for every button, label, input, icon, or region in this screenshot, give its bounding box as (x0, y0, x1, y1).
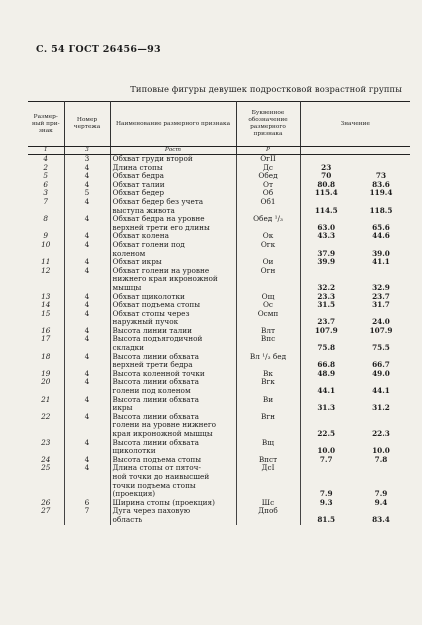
col-header-symbol: Буквенное обозначение размерного признака (236, 102, 300, 147)
value-2: 119.4 (369, 188, 393, 198)
feature-name-line: икры (112, 403, 133, 413)
feature-number: 3 (28, 189, 64, 198)
feature-number: 22 (28, 413, 64, 439)
feature-symbol: Вгк (236, 378, 300, 395)
feature-number: 4 (28, 155, 64, 164)
drawing-number: 4 (64, 413, 110, 439)
value-2: 66.7 (372, 360, 390, 370)
feature-symbol: Вк (236, 370, 300, 379)
drawing-number: 3 (64, 155, 110, 164)
feature-name (110, 198, 236, 215)
feature-name-line: Ширина стопы (проекция) (112, 497, 215, 507)
feature-number: 26 (28, 499, 64, 508)
value-2: 83.4 (372, 514, 390, 524)
feature-name (110, 396, 236, 413)
col-header-value: Значение (300, 102, 410, 147)
num-cell: Рост (110, 147, 236, 155)
measurements-table (28, 101, 410, 525)
feature-number: 7 (28, 198, 64, 215)
table-row (28, 198, 410, 215)
value-1: 48.9 (317, 368, 336, 378)
num-cell: 3 (64, 147, 110, 155)
value-2: 9.4 (374, 497, 388, 507)
feature-name-line: Высота линии обхвата (112, 411, 200, 421)
table-row (28, 335, 410, 352)
feature-name-line: верхней трети его длины (112, 222, 210, 232)
feature-symbol: ОгII (236, 155, 300, 164)
value-1: 23.3 (317, 291, 336, 301)
table-row (28, 507, 410, 524)
feature-name-line: точки подъема стопы (112, 480, 196, 490)
drawing-number: 4 (64, 241, 110, 258)
feature-number: 25 (28, 464, 64, 498)
feature-name-line: Обхват бедер без учета (112, 196, 204, 206)
feature-name-line: область (112, 514, 143, 524)
drawing-number: 4 (64, 293, 110, 302)
table-row (28, 241, 410, 258)
feature-number: 12 (28, 267, 64, 293)
feature-symbol: Ок (236, 232, 300, 241)
value-2: 44.6 (372, 231, 390, 241)
num-cell: 1 (28, 147, 64, 155)
value-2: 44.1 (372, 386, 390, 396)
feature-number: 14 (28, 301, 64, 310)
feature-number: 24 (28, 456, 64, 465)
feature-number: 21 (28, 396, 64, 413)
value-1: 43.3 (317, 231, 336, 241)
feature-name-line: мышцы (112, 282, 142, 292)
col-header-name: Наименование размерного признака (110, 102, 236, 147)
value-2: 118.5 (369, 205, 393, 215)
drawing-number: 5 (64, 189, 110, 198)
feature-symbol: Об1 (236, 198, 300, 215)
value-1: 66.8 (317, 360, 336, 370)
drawing-number: 4 (64, 370, 110, 379)
drawing-number: 7 (64, 507, 110, 524)
table-header-row (28, 102, 410, 147)
feature-name-line: Высота линии обхвата (112, 377, 200, 387)
feature-name-line: верхней трети бедра (112, 360, 193, 370)
table-row (28, 413, 410, 439)
value-1: 80.8 (317, 179, 336, 189)
col-header-drawing: Номер чертежа (64, 102, 110, 147)
value-1: 7.7 (319, 454, 333, 464)
feature-name-line: Обхват груди второй (112, 154, 193, 163)
feature-number: 6 (28, 181, 64, 190)
drawing-number: 4 (64, 378, 110, 395)
feature-symbol: Огн (236, 267, 300, 293)
feature-name (110, 310, 236, 327)
feature-number: 17 (28, 335, 64, 352)
feature-name-line: Обхват бедра на уровне (112, 214, 205, 224)
table-row (28, 396, 410, 413)
feature-symbol: Ви (236, 396, 300, 413)
drawing-number: 4 (64, 310, 110, 327)
feature-number: 23 (28, 439, 64, 456)
value-1: 114.5 (314, 205, 338, 215)
table-row (28, 439, 410, 456)
feature-name-line: голени под коленом (112, 386, 191, 396)
table-row (28, 310, 410, 327)
feature-number: 9 (28, 232, 64, 241)
feature-number: 2 (28, 164, 64, 173)
feature-number: 5 (28, 172, 64, 181)
drawing-number: 4 (64, 267, 110, 293)
value-1: 63.0 (317, 222, 336, 232)
feature-symbol: Обед ¹/₃ (236, 215, 300, 232)
value-2: 41.1 (372, 257, 390, 267)
drawing-number: 4 (64, 258, 110, 267)
value-1: 81.5 (317, 514, 336, 524)
value-1: 107.9 (314, 325, 338, 335)
value-2: 75.5 (372, 343, 390, 353)
feature-name-line: коленом (112, 248, 146, 258)
value-1: 70 (321, 171, 332, 181)
feature-name-line: Обхват икры (112, 257, 162, 267)
feature-symbol: Осмп (236, 310, 300, 327)
table-row (28, 464, 410, 498)
value-2: 10.0 (372, 446, 390, 456)
feature-number: 27 (28, 507, 64, 524)
feature-name (110, 413, 236, 439)
value-1: 32.2 (317, 282, 336, 292)
feature-number: 8 (28, 215, 64, 232)
feature-name-line: Высота подъягодичной (112, 334, 203, 344)
feature-name (110, 267, 236, 293)
feature-number: 10 (28, 241, 64, 258)
feature-number: 16 (28, 327, 64, 336)
feature-symbol: Огк (236, 241, 300, 258)
table-title: Типовые фигуры девушек подростковой возрастной группы (130, 84, 402, 94)
table-row (28, 267, 410, 293)
feature-symbol: Вгн (236, 413, 300, 439)
drawing-number: 4 (64, 439, 110, 456)
feature-name-line: складки (112, 343, 145, 353)
value-1: 31.3 (317, 403, 336, 413)
feature-number: 11 (28, 258, 64, 267)
value-2: 83.6 (372, 179, 390, 189)
feature-name-line: Высота линии обхвата (112, 351, 200, 361)
feature-name-line: наружный пучок (112, 317, 179, 327)
drawing-number: 4 (64, 172, 110, 181)
feature-symbol: Ос (236, 301, 300, 310)
feature-symbol: Впс (236, 335, 300, 352)
feature-name-line: Обхват бедер (112, 188, 164, 198)
feature-symbol: Дс (236, 164, 300, 173)
feature-number: 19 (28, 370, 64, 379)
feature-symbol: Вщ (236, 439, 300, 456)
feature-name-line: нижнего края икроножной (112, 274, 218, 284)
value-1: 37.9 (317, 248, 336, 258)
feature-name-line: Обхват голени на уровне (112, 265, 210, 275)
feature-symbol: Об (236, 189, 300, 198)
value-2: 32.9 (372, 282, 390, 292)
feature-symbol: ДсI (236, 464, 300, 498)
drawing-number: 4 (64, 215, 110, 232)
feature-name (110, 464, 236, 498)
value-2: 39.0 (372, 248, 390, 258)
feature-name-line: Обхват бедра (112, 171, 165, 181)
drawing-number: 4 (64, 353, 110, 370)
value-1: 9.3 (319, 497, 333, 507)
feature-name (110, 241, 236, 258)
feature-name (110, 378, 236, 395)
feature-name-line: Обхват щиколотки (112, 291, 185, 301)
num-cell (300, 147, 410, 155)
drawing-number: 4 (64, 327, 110, 336)
feature-name-line: выступа живота (112, 205, 175, 215)
table-row (28, 378, 410, 395)
feature-name (110, 335, 236, 352)
drawing-number: 4 (64, 456, 110, 465)
feature-symbol: Вл ¹/₃ бед (236, 353, 300, 370)
value-2 (352, 155, 410, 164)
drawing-number: 4 (64, 198, 110, 215)
feature-name-line: Обхват колена (112, 231, 169, 241)
feature-symbol: Обед (236, 172, 300, 181)
value-1: 23 (321, 162, 332, 172)
feature-number: 13 (28, 293, 64, 302)
feature-name-line: Высота коленной точки (112, 368, 205, 378)
feature-name-line: Высота подъема стопы (112, 454, 202, 464)
value-2: 22.3 (372, 429, 390, 438)
value-1: 22.5 (317, 429, 336, 438)
feature-name-line: Длина стопы (112, 162, 163, 172)
feature-name (110, 507, 236, 524)
feature-name-line: Дуга через паховую (112, 506, 191, 516)
feature-name-line: ной точки до наивысшей (112, 471, 210, 481)
drawing-number: 6 (64, 499, 110, 508)
feature-name-line: Обхват голени под (112, 239, 185, 249)
value-1: 115.4 (314, 188, 338, 198)
value-2: 31.2 (372, 403, 390, 413)
drawing-number: 4 (64, 396, 110, 413)
feature-name-line: Длина стопы от пяточ- (112, 463, 201, 473)
feature-number: 20 (28, 378, 64, 395)
feature-name-line: голени на уровне нижнего (112, 420, 217, 430)
value-2: 23.7 (372, 291, 390, 301)
feature-number: 15 (28, 310, 64, 327)
value-1: 31.5 (317, 300, 336, 310)
value-2: 24.0 (372, 317, 390, 327)
value-2: 7.9 (374, 489, 388, 499)
drawing-number: 4 (64, 232, 110, 241)
drawing-number: 4 (64, 301, 110, 310)
drawing-number: 4 (64, 181, 110, 190)
value-2: 31.7 (372, 300, 390, 310)
drawing-number: 4 (64, 164, 110, 173)
feature-name-line: Обхват талии (112, 179, 165, 189)
feature-symbol: Ои (236, 258, 300, 267)
value-2: 65.6 (372, 222, 390, 232)
feature-name-line: Высота линии талии (112, 325, 193, 335)
feature-name-line: Обхват подъема стопы (112, 300, 201, 310)
feature-name (110, 439, 236, 456)
feature-name-line: (проекция) (112, 489, 156, 499)
feature-symbol: Дпоб (236, 507, 300, 524)
feature-name-line: Высота линии обхвата (112, 437, 200, 447)
feature-symbol: Влт (236, 327, 300, 336)
feature-name (110, 215, 236, 232)
value-1: 44.1 (317, 386, 336, 396)
feature-name (110, 353, 236, 370)
value-2: 7.8 (374, 454, 388, 464)
feature-symbol: Ощ (236, 293, 300, 302)
feature-symbol: От (236, 181, 300, 190)
col-header-feature: Размер-ный при-знак (28, 102, 64, 147)
table-body (28, 155, 410, 525)
table-row (28, 215, 410, 232)
page-header: С. 54 ГОСТ 26456—93 (36, 44, 161, 55)
feature-number: 18 (28, 353, 64, 370)
feature-name-line: Высота линии обхвата (112, 394, 200, 404)
value-1: 39.9 (317, 257, 336, 267)
value-2: 107.9 (369, 325, 393, 335)
value-1: 75.8 (317, 343, 336, 353)
num-cell: Р (236, 147, 300, 155)
feature-name-line: щиколотки (112, 446, 156, 456)
value-1: 10.0 (317, 446, 336, 456)
value-2: 73 (375, 171, 387, 181)
feature-name-line: Обхват стопы через (112, 308, 190, 318)
feature-symbol: Шс (236, 499, 300, 508)
drawing-number: 4 (64, 335, 110, 352)
value-1: 7.9 (319, 489, 333, 499)
feature-name-line: края икроножной мышцы (112, 429, 213, 438)
table-row (28, 353, 410, 370)
value-2: 49.0 (372, 368, 390, 378)
value-1: 23.7 (317, 317, 336, 327)
feature-symbol: Впст (236, 456, 300, 465)
drawing-number: 4 (64, 464, 110, 498)
